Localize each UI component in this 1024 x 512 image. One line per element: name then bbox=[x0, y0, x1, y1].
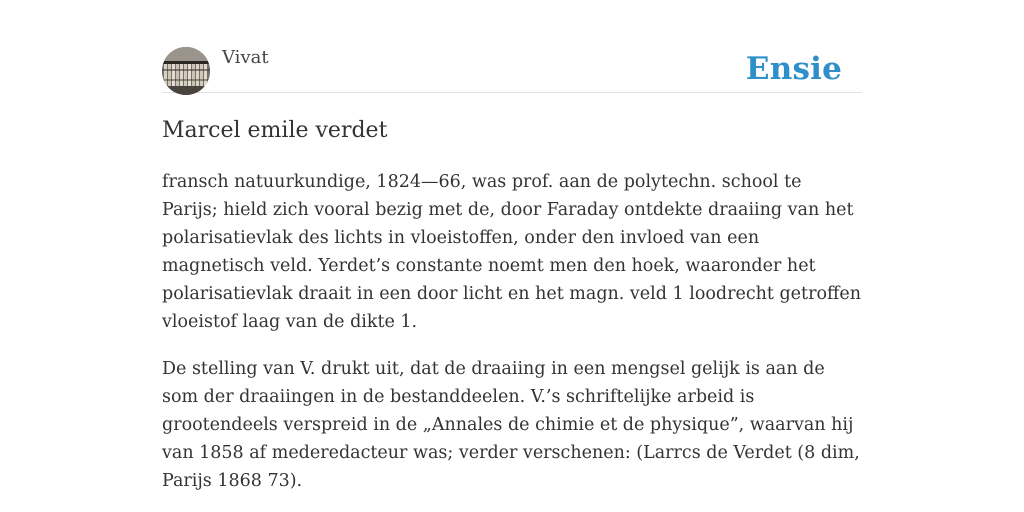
source-name-link[interactable]: Vivat bbox=[222, 47, 269, 68]
book-spines-icon bbox=[162, 47, 210, 95]
source-avatar[interactable] bbox=[162, 47, 210, 95]
entry-header bbox=[162, 46, 862, 93]
entry-card bbox=[162, 0, 862, 512]
entry-paragraph: fransch natuurkundige, 1824—66, was prof. aan de polytechn. school te Parijs; hield zich vooral bezig met de, door Faraday ontdekte draaiing van het polarisatievlak des lichts in vloeistoffen, onder den invloed van een magnetisch veld. Yerdet’s constante noemt men den hoek, waaronder het polarisatievlak draait in een door licht en het magn. veld 1 loodrecht getroffen vloeistof laag van de dikte 1. bbox=[162, 172, 862, 332]
brand-logo[interactable]: Ensie bbox=[745, 51, 842, 87]
entry-title: Marcel emile verdet bbox=[162, 118, 388, 143]
entry-paragraph: De stelling van V. drukt uit, dat de draaiing in een mengsel gelijk is aan de som der draaiingen in de bestanddeelen. V.’s schriftelijke arbeid is grootendeels verspreid in de „Annales de chimie et de physique”, waarvan hij van 1858 af mederedacteur was; verder verschenen: (Larrcs de Verdet (8 dim, Parijs 1868 73). bbox=[162, 359, 860, 491]
entry-body bbox=[162, 168, 862, 512]
